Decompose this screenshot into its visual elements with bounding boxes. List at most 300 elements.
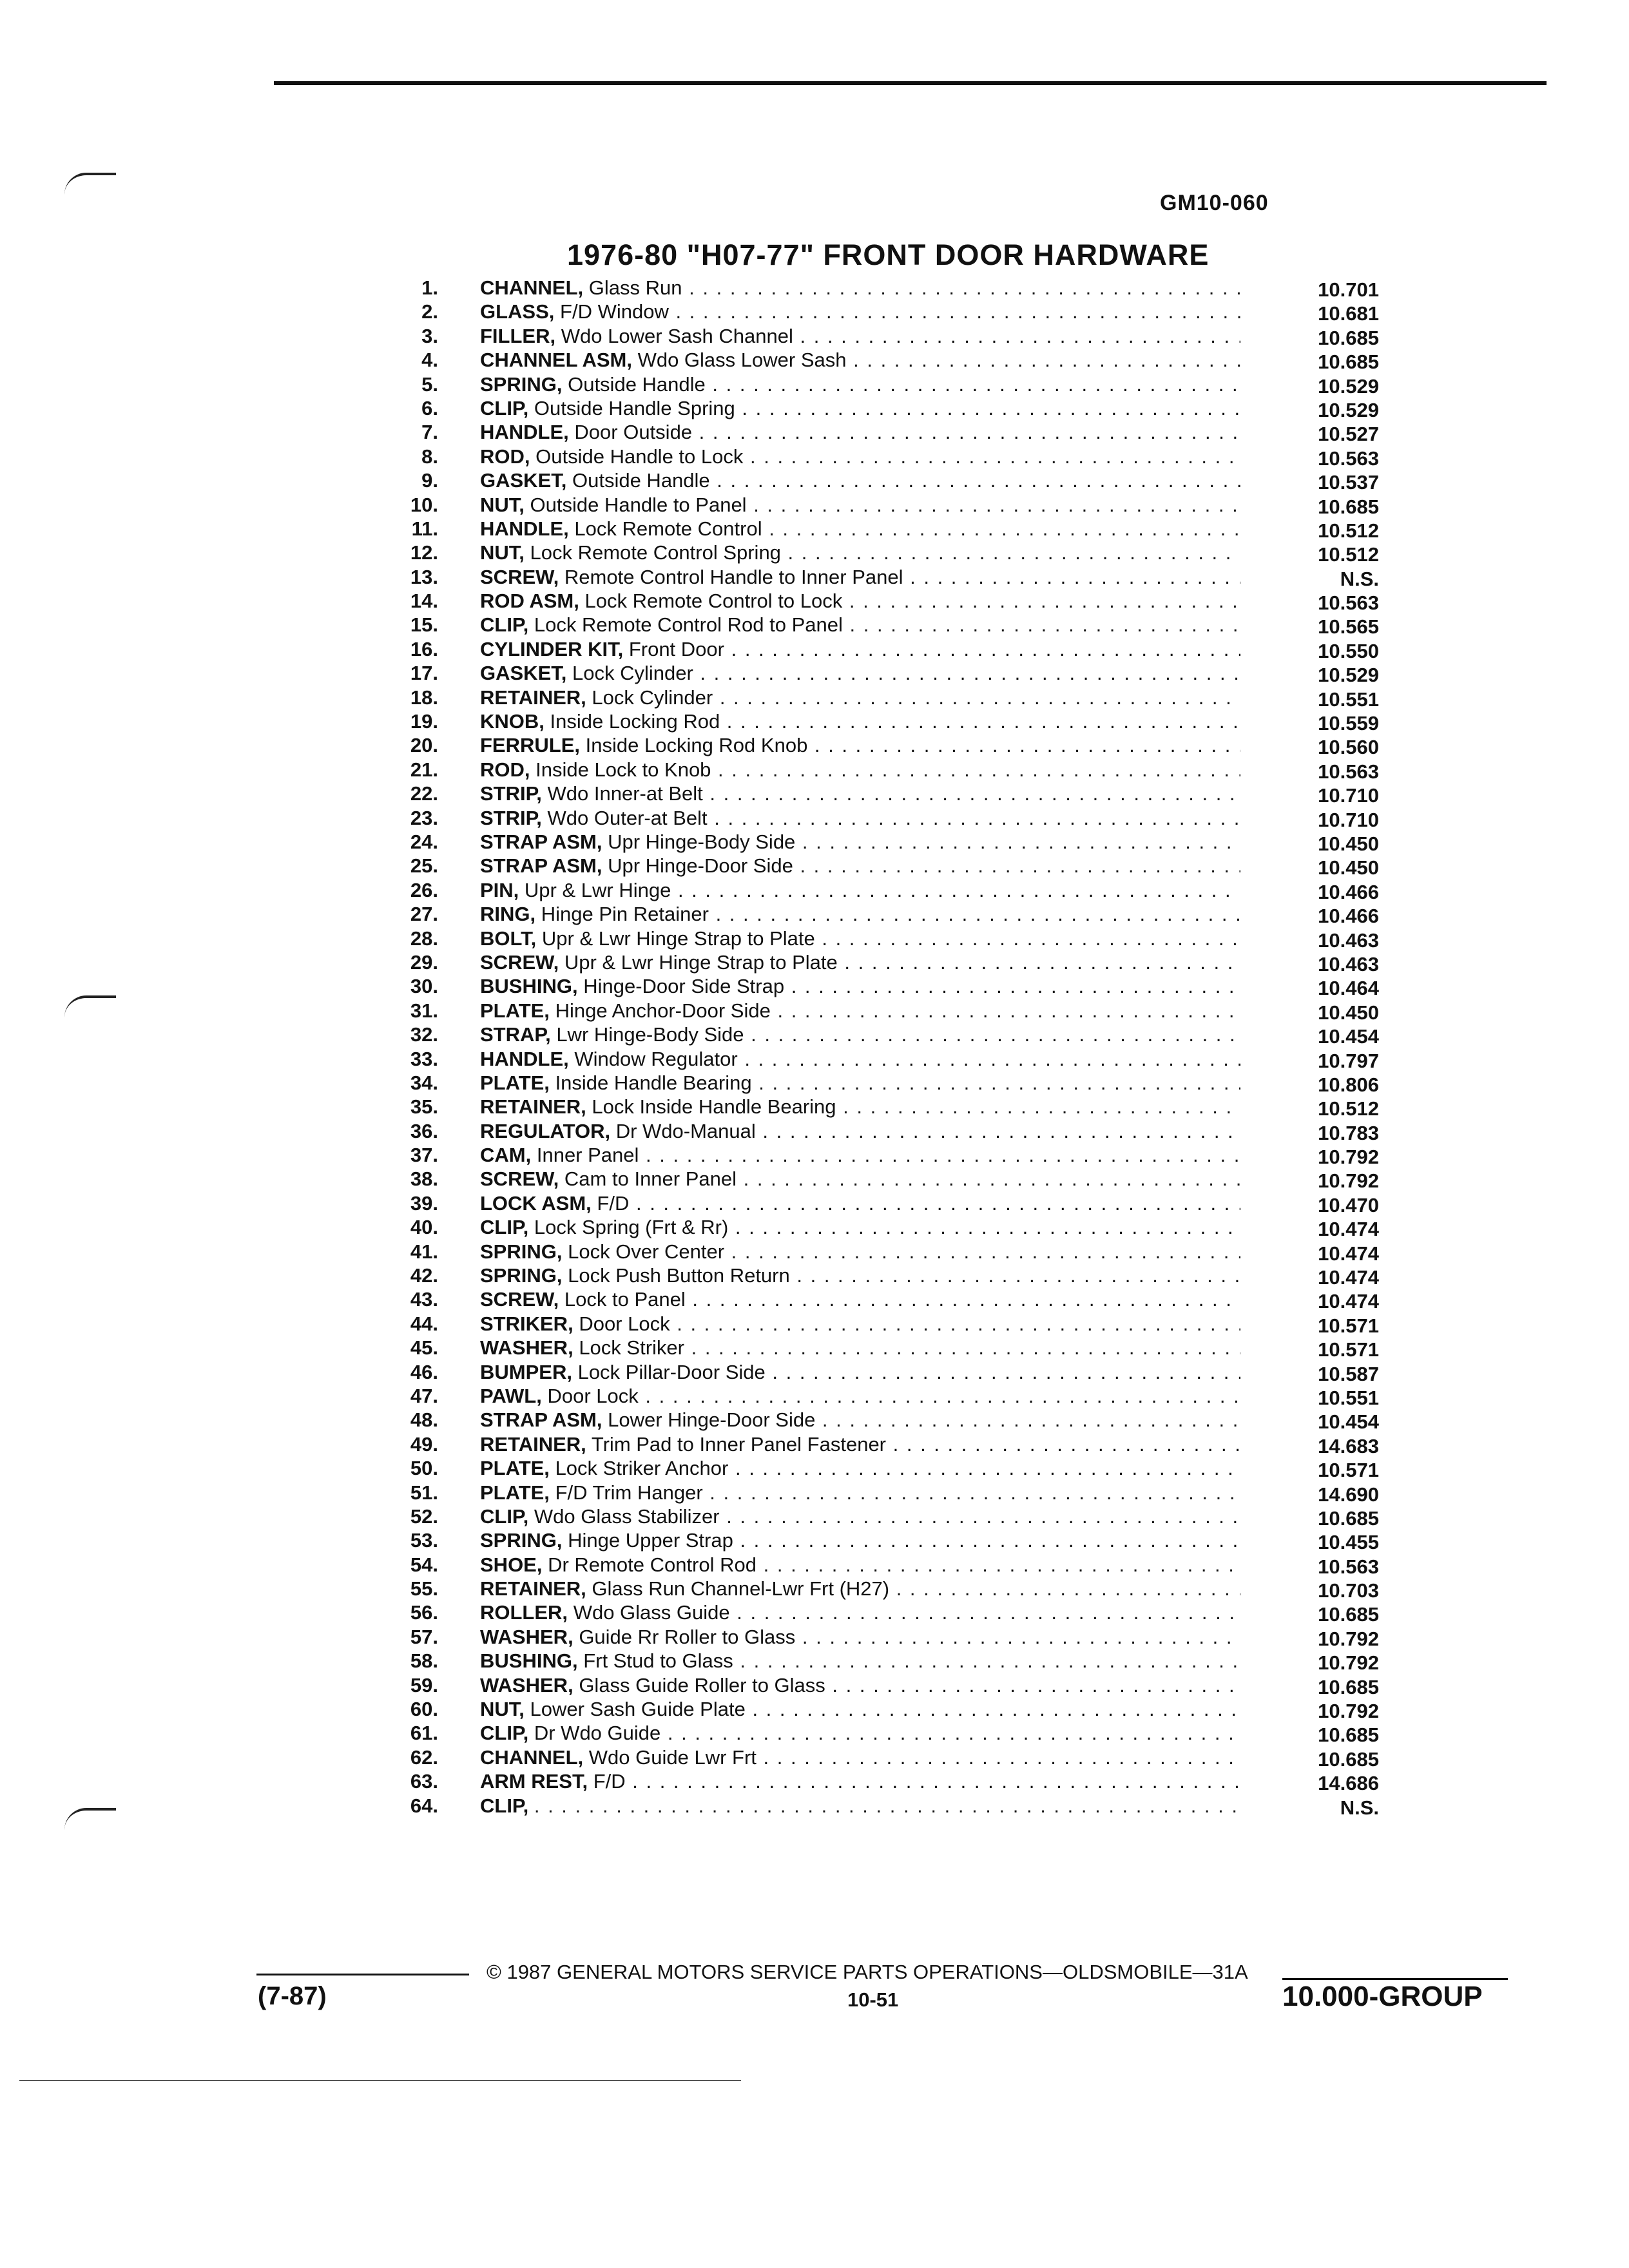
- part-name: CLIP,: [480, 1504, 529, 1528]
- part-detail: Door Lock: [579, 1312, 670, 1335]
- part-detail: Lock Spring (Frt & Rr): [534, 1216, 729, 1239]
- part-detail: Lock Push Button Return: [568, 1264, 790, 1287]
- part-detail: Upr Hinge-Body Side: [608, 830, 796, 853]
- part-reference: 10.701: [1318, 278, 1379, 301]
- part-row: [361, 1047, 1379, 1071]
- part-name: STRIP,: [480, 806, 542, 829]
- part-reference: 10.703: [1318, 1579, 1379, 1602]
- part-row: [361, 324, 1379, 348]
- part-reference: 10.685: [1318, 1506, 1379, 1530]
- part-row: [361, 348, 1379, 372]
- part-reference: 10.551: [1318, 1386, 1379, 1409]
- part-name: HANDLE,: [480, 421, 569, 444]
- part-description: [480, 686, 1240, 709]
- part-number: 44.: [410, 1312, 438, 1335]
- part-description: [480, 1287, 1240, 1311]
- part-description: [480, 1577, 1240, 1600]
- date-code: (7-87): [258, 1982, 327, 2010]
- part-name: NUT,: [480, 541, 525, 564]
- part-description: [480, 1047, 1240, 1071]
- part-description: [480, 1600, 1240, 1624]
- part-detail: Dr Remote Control Rod: [548, 1553, 757, 1576]
- part-name: PLATE,: [480, 1457, 550, 1480]
- part-name: SCREW,: [480, 1288, 559, 1311]
- part-detail: Lock Cylinder: [592, 686, 713, 709]
- part-row: [361, 733, 1379, 757]
- part-row: [361, 1577, 1379, 1600]
- part-row: [361, 1456, 1379, 1480]
- part-reference: 10.797: [1318, 1049, 1379, 1072]
- part-description: [480, 396, 1240, 420]
- part-number: 34.: [410, 1071, 438, 1094]
- part-detail: Lower Hinge-Door Side: [608, 1408, 816, 1432]
- part-detail: Lock Striker: [579, 1336, 684, 1360]
- part-row: [361, 927, 1379, 950]
- part-reference: 10.463: [1318, 928, 1379, 952]
- part-reference: 10.512: [1318, 519, 1379, 542]
- part-number: 15.: [410, 613, 438, 637]
- part-description: [480, 276, 1240, 300]
- part-reference: 10.710: [1318, 808, 1379, 831]
- part-name: STRIKER,: [480, 1312, 574, 1335]
- part-description: [480, 324, 1240, 348]
- part-name: WASHER,: [480, 1625, 574, 1648]
- part-reference: 10.474: [1318, 1266, 1379, 1289]
- part-row: [361, 1649, 1379, 1673]
- part-number: 60.: [410, 1698, 438, 1721]
- part-row: [361, 1697, 1379, 1721]
- part-row: [361, 1625, 1379, 1649]
- part-description: [480, 1143, 1240, 1167]
- part-number: 56.: [410, 1601, 438, 1624]
- part-number: 9.: [421, 469, 438, 492]
- part-reference: 10.455: [1318, 1531, 1379, 1554]
- part-row: [361, 1673, 1379, 1697]
- part-name: SHOE,: [480, 1553, 543, 1576]
- part-row: [361, 709, 1379, 733]
- part-row: [361, 276, 1379, 300]
- part-reference: 10.792: [1318, 1169, 1379, 1193]
- part-number: 16.: [410, 637, 438, 660]
- part-detail: F/D: [593, 1770, 626, 1793]
- part-reference: 10.559: [1318, 712, 1379, 735]
- part-reference: 10.685: [1318, 1747, 1379, 1771]
- part-number: 45.: [410, 1336, 438, 1360]
- part-number: 5.: [421, 372, 438, 396]
- part-detail: Wdo Glass Guide: [573, 1601, 730, 1624]
- part-detail: Outside Handle to Lock: [535, 445, 744, 468]
- part-name: FILLER,: [480, 324, 556, 347]
- part-number: 29.: [410, 950, 438, 974]
- part-detail: Lwr Hinge-Body Side: [556, 1023, 744, 1046]
- part-number: 12.: [410, 541, 438, 564]
- part-description: [480, 830, 1240, 854]
- part-description: [480, 1649, 1240, 1673]
- part-name: RETAINER,: [480, 1432, 586, 1456]
- part-description: [480, 613, 1240, 637]
- part-reference: 10.563: [1318, 1555, 1379, 1578]
- part-number: 8.: [421, 445, 438, 468]
- part-description: [480, 902, 1240, 926]
- part-detail: Glass Run: [588, 276, 682, 299]
- part-detail: Lower Sash Guide Plate: [530, 1698, 746, 1721]
- part-description: [480, 541, 1240, 564]
- part-row: [361, 565, 1379, 589]
- part-description: [480, 806, 1240, 830]
- part-description: [480, 493, 1240, 517]
- part-reference: 10.454: [1318, 1410, 1379, 1434]
- scan-mark: [64, 1808, 116, 1830]
- part-detail: Wdo Outer-at Belt: [547, 806, 708, 829]
- part-name: CLIP,: [480, 396, 529, 419]
- part-name: PLATE,: [480, 1481, 550, 1504]
- part-number: 4.: [421, 349, 438, 372]
- part-number: 39.: [410, 1191, 438, 1215]
- part-detail: Lock Over Center: [568, 1240, 725, 1263]
- part-row: [361, 1191, 1379, 1215]
- part-description: [480, 372, 1240, 396]
- part-detail: Cam to Inner Panel: [564, 1168, 737, 1191]
- part-reference: 10.512: [1318, 1097, 1379, 1120]
- part-name: CAM,: [480, 1144, 532, 1167]
- part-detail: Upr Hinge-Door Side: [608, 854, 793, 878]
- part-name: SPRING,: [480, 1264, 563, 1287]
- part-detail: Window Regulator: [574, 1047, 738, 1070]
- part-detail: Inside Locking Rod: [550, 710, 720, 733]
- part-name: REGULATOR,: [480, 1119, 611, 1142]
- part-reference: 10.563: [1318, 760, 1379, 783]
- part-number: 64.: [410, 1794, 438, 1817]
- part-name: CLIP,: [480, 1216, 529, 1239]
- part-name: CLIP,: [480, 1794, 529, 1817]
- part-row: [361, 1384, 1379, 1408]
- part-reference: 10.466: [1318, 880, 1379, 903]
- part-detail: Dr Wdo Guide: [534, 1722, 661, 1745]
- part-detail: Remote Control Handle to Inner Panel: [564, 565, 903, 588]
- page-title: 1976-80 "H07-77" FRONT DOOR HARDWARE: [567, 238, 1210, 271]
- part-detail: Upr & Lwr Hinge: [524, 878, 671, 901]
- part-reference: 10.474: [1318, 1218, 1379, 1241]
- top-rule: [274, 81, 1547, 85]
- part-description: [480, 950, 1240, 974]
- part-name: PLATE,: [480, 1071, 550, 1094]
- part-description: [480, 1432, 1240, 1456]
- part-name: FERRULE,: [480, 734, 580, 757]
- part-row: [361, 1240, 1379, 1264]
- part-description: [480, 733, 1240, 757]
- part-description: [480, 1721, 1240, 1745]
- part-number: 19.: [410, 710, 438, 733]
- part-name: STRAP ASM,: [480, 830, 602, 853]
- part-detail: Upr & Lwr Hinge Strap to Plate: [564, 950, 838, 974]
- part-description: [480, 1384, 1240, 1408]
- part-description: [480, 1095, 1240, 1119]
- part-number: 25.: [410, 854, 438, 878]
- part-number: 13.: [410, 565, 438, 588]
- part-number: 23.: [410, 806, 438, 829]
- part-number: 38.: [410, 1168, 438, 1191]
- part-name: CLIP,: [480, 613, 529, 637]
- part-detail: Hinge Anchor-Door Side: [555, 999, 771, 1022]
- part-reference: 10.685: [1318, 1675, 1379, 1698]
- part-description: [480, 661, 1240, 685]
- part-number: 18.: [410, 686, 438, 709]
- part-reference: 10.450: [1318, 832, 1379, 855]
- part-name: SCREW,: [480, 565, 559, 588]
- part-name: ROD ASM,: [480, 590, 579, 613]
- part-reference: 10.792: [1318, 1146, 1379, 1169]
- part-number: 26.: [410, 878, 438, 901]
- part-reference: 10.571: [1318, 1314, 1379, 1337]
- part-reference: 10.587: [1318, 1362, 1379, 1385]
- part-detail: Lock Cylinder: [572, 662, 693, 685]
- part-description: [480, 854, 1240, 878]
- part-name: NUT,: [480, 1698, 525, 1721]
- part-reference: 10.529: [1318, 398, 1379, 421]
- part-detail: Glass Guide Roller to Glass: [579, 1673, 825, 1696]
- part-reference: 14.686: [1318, 1772, 1379, 1795]
- part-detail: Front Door: [628, 637, 724, 660]
- part-row: [361, 637, 1379, 661]
- part-row: [361, 1794, 1379, 1818]
- part-number: 36.: [410, 1119, 438, 1142]
- part-number: 46.: [410, 1360, 438, 1383]
- part-description: [480, 1456, 1240, 1480]
- part-row: [361, 854, 1379, 878]
- footer-rule-right: [1282, 1978, 1508, 1980]
- part-name: SPRING,: [480, 1529, 563, 1552]
- part-name: RETAINER,: [480, 686, 586, 709]
- part-detail: Hinge Pin Retainer: [541, 903, 709, 926]
- part-description: [480, 878, 1240, 902]
- part-number: 6.: [421, 396, 438, 419]
- part-row: [361, 902, 1379, 926]
- part-description: [480, 758, 1240, 782]
- part-number: 49.: [410, 1432, 438, 1456]
- bottom-rule: [19, 2080, 741, 2081]
- part-row: [361, 1553, 1379, 1577]
- part-row: [361, 1336, 1379, 1360]
- part-detail: Guide Rr Roller to Glass: [579, 1625, 796, 1648]
- part-name: ARM REST,: [480, 1770, 588, 1793]
- part-description: [480, 1191, 1240, 1215]
- part-detail: Lock Inside Handle Bearing: [592, 1095, 836, 1119]
- part-number: 32.: [410, 1023, 438, 1046]
- part-row: [361, 974, 1379, 998]
- part-name: CYLINDER KIT,: [480, 637, 624, 660]
- part-reference: 10.783: [1318, 1121, 1379, 1144]
- part-reference: 10.527: [1318, 423, 1379, 446]
- part-row: [361, 1167, 1379, 1191]
- part-detail: Inner Panel: [536, 1144, 639, 1167]
- part-detail: Outside Handle: [568, 372, 706, 396]
- page-code: GM10-060: [1160, 191, 1269, 215]
- part-number: 33.: [410, 1047, 438, 1070]
- part-name: GASKET,: [480, 662, 567, 685]
- part-description: [480, 589, 1240, 613]
- part-number: 41.: [410, 1240, 438, 1263]
- part-description: [480, 1794, 1240, 1818]
- part-name: CHANNEL,: [480, 276, 584, 299]
- part-number: 7.: [421, 421, 438, 444]
- part-description: [480, 1625, 1240, 1649]
- part-description: [480, 974, 1240, 998]
- part-row: [361, 830, 1379, 854]
- part-name: PAWL,: [480, 1384, 542, 1407]
- part-row: [361, 661, 1379, 685]
- part-number: 47.: [410, 1384, 438, 1407]
- part-name: RING,: [480, 903, 536, 926]
- part-description: [480, 1408, 1240, 1432]
- part-detail: Inside Locking Rod Knob: [585, 734, 808, 757]
- part-reference: 10.450: [1318, 1001, 1379, 1024]
- part-row: [361, 1721, 1379, 1745]
- part-name: SPRING,: [480, 372, 563, 396]
- part-reference: 10.685: [1318, 495, 1379, 518]
- part-description: [480, 1264, 1240, 1287]
- part-row: [361, 1745, 1379, 1769]
- footer-rule-left: [256, 1974, 469, 1975]
- part-number: 58.: [410, 1649, 438, 1673]
- part-detail: Outside Handle: [572, 469, 710, 492]
- part-number: 22.: [410, 782, 438, 805]
- part-detail: Frt Stud to Glass: [583, 1649, 733, 1673]
- part-name: BUSHING,: [480, 975, 578, 998]
- part-detail: Hinge-Door Side Strap: [583, 975, 785, 998]
- part-description: [480, 1215, 1240, 1239]
- part-reference: 10.470: [1318, 1193, 1379, 1216]
- part-reference: 10.565: [1318, 615, 1379, 639]
- part-name: SCREW,: [480, 1168, 559, 1191]
- part-reference: 10.560: [1318, 736, 1379, 759]
- part-description: [480, 300, 1240, 323]
- part-row: [361, 613, 1379, 637]
- part-row: [361, 396, 1379, 420]
- part-reference: 10.685: [1318, 326, 1379, 349]
- part-detail: Lock Remote Control Rod to Panel: [534, 613, 843, 637]
- part-number: 17.: [410, 662, 438, 685]
- part-reference: 10.685: [1318, 1724, 1379, 1747]
- part-description: [480, 1119, 1240, 1143]
- part-detail: Door Outside: [574, 421, 693, 444]
- part-name: BUMPER,: [480, 1360, 572, 1383]
- part-description: [480, 517, 1240, 541]
- part-name: CLIP,: [480, 1722, 529, 1745]
- part-reference: 10.463: [1318, 952, 1379, 975]
- part-name: STRAP ASM,: [480, 1408, 602, 1432]
- part-reference: 10.806: [1318, 1073, 1379, 1096]
- part-row: [361, 445, 1379, 468]
- part-detail: Hinge Upper Strap: [568, 1529, 733, 1552]
- part-row: [361, 806, 1379, 830]
- part-name: NUT,: [480, 493, 525, 516]
- part-name: GASKET,: [480, 469, 567, 492]
- part-name: CHANNEL,: [480, 1745, 584, 1769]
- part-number: 3.: [421, 324, 438, 347]
- part-description: [480, 348, 1240, 372]
- part-row: [361, 878, 1379, 902]
- part-detail: Wdo Glass Stabilizer: [534, 1504, 720, 1528]
- part-number: 37.: [410, 1144, 438, 1167]
- part-row: [361, 1312, 1379, 1336]
- part-description: [480, 782, 1240, 805]
- part-reference: 10.529: [1318, 374, 1379, 398]
- part-name: PLATE,: [480, 999, 550, 1022]
- part-row: [361, 1528, 1379, 1552]
- part-reference: 10.571: [1318, 1459, 1379, 1482]
- part-reference: 10.563: [1318, 591, 1379, 615]
- part-reference: 10.551: [1318, 687, 1379, 711]
- part-name: RETAINER,: [480, 1095, 586, 1119]
- part-row: [361, 493, 1379, 517]
- part-row: [361, 1071, 1379, 1095]
- part-detail: Wdo Lower Sash Channel: [561, 324, 793, 347]
- part-row: [361, 300, 1379, 323]
- part-detail: Inside Lock to Knob: [535, 758, 711, 781]
- part-reference: 10.550: [1318, 639, 1379, 662]
- scan-mark: [64, 995, 116, 1017]
- part-detail: Lock Pillar-Door Side: [577, 1360, 766, 1383]
- part-reference: 10.563: [1318, 447, 1379, 470]
- part-row: [361, 1215, 1379, 1239]
- part-row: [361, 372, 1379, 396]
- part-reference: 10.474: [1318, 1290, 1379, 1313]
- part-number: 53.: [410, 1529, 438, 1552]
- part-row: [361, 1360, 1379, 1384]
- part-row: [361, 1023, 1379, 1046]
- part-row: [361, 782, 1379, 805]
- part-name: STRAP,: [480, 1023, 551, 1046]
- part-detail: F/D Window: [560, 300, 669, 323]
- part-number: 2.: [421, 300, 438, 323]
- part-detail: Wdo Guide Lwr Frt: [588, 1745, 757, 1769]
- part-number: 14.: [410, 590, 438, 613]
- part-row: [361, 589, 1379, 613]
- part-number: 63.: [410, 1770, 438, 1793]
- part-detail: Lock Remote Control: [574, 517, 762, 540]
- part-reference: 10.792: [1318, 1651, 1379, 1675]
- part-number: 61.: [410, 1722, 438, 1745]
- part-name: ROD,: [480, 758, 530, 781]
- part-reference: 10.512: [1318, 543, 1379, 566]
- part-detail: F/D: [597, 1191, 630, 1215]
- part-row: [361, 1504, 1379, 1528]
- part-name: SPRING,: [480, 1240, 563, 1263]
- part-number: 40.: [410, 1216, 438, 1239]
- part-description: [480, 445, 1240, 468]
- part-description: [480, 999, 1240, 1023]
- part-reference: N.S.: [1340, 1796, 1379, 1819]
- part-description: [480, 1360, 1240, 1384]
- part-row: [361, 1408, 1379, 1432]
- part-row: [361, 1432, 1379, 1456]
- part-number: 48.: [410, 1408, 438, 1432]
- part-reference: 10.474: [1318, 1242, 1379, 1265]
- part-name: LOCK ASM,: [480, 1191, 592, 1215]
- part-number: 1.: [421, 276, 438, 299]
- part-description: [480, 1697, 1240, 1721]
- part-name: ROD,: [480, 445, 530, 468]
- part-reference: 10.529: [1318, 664, 1379, 687]
- part-row: [361, 1481, 1379, 1504]
- part-detail: F/D Trim Hanger: [555, 1481, 703, 1504]
- part-detail: Door Lock: [547, 1384, 639, 1407]
- part-description: [480, 1312, 1240, 1336]
- part-reference: N.S.: [1340, 567, 1379, 590]
- part-row: [361, 999, 1379, 1023]
- part-description: [480, 709, 1240, 733]
- part-name: WASHER,: [480, 1336, 574, 1360]
